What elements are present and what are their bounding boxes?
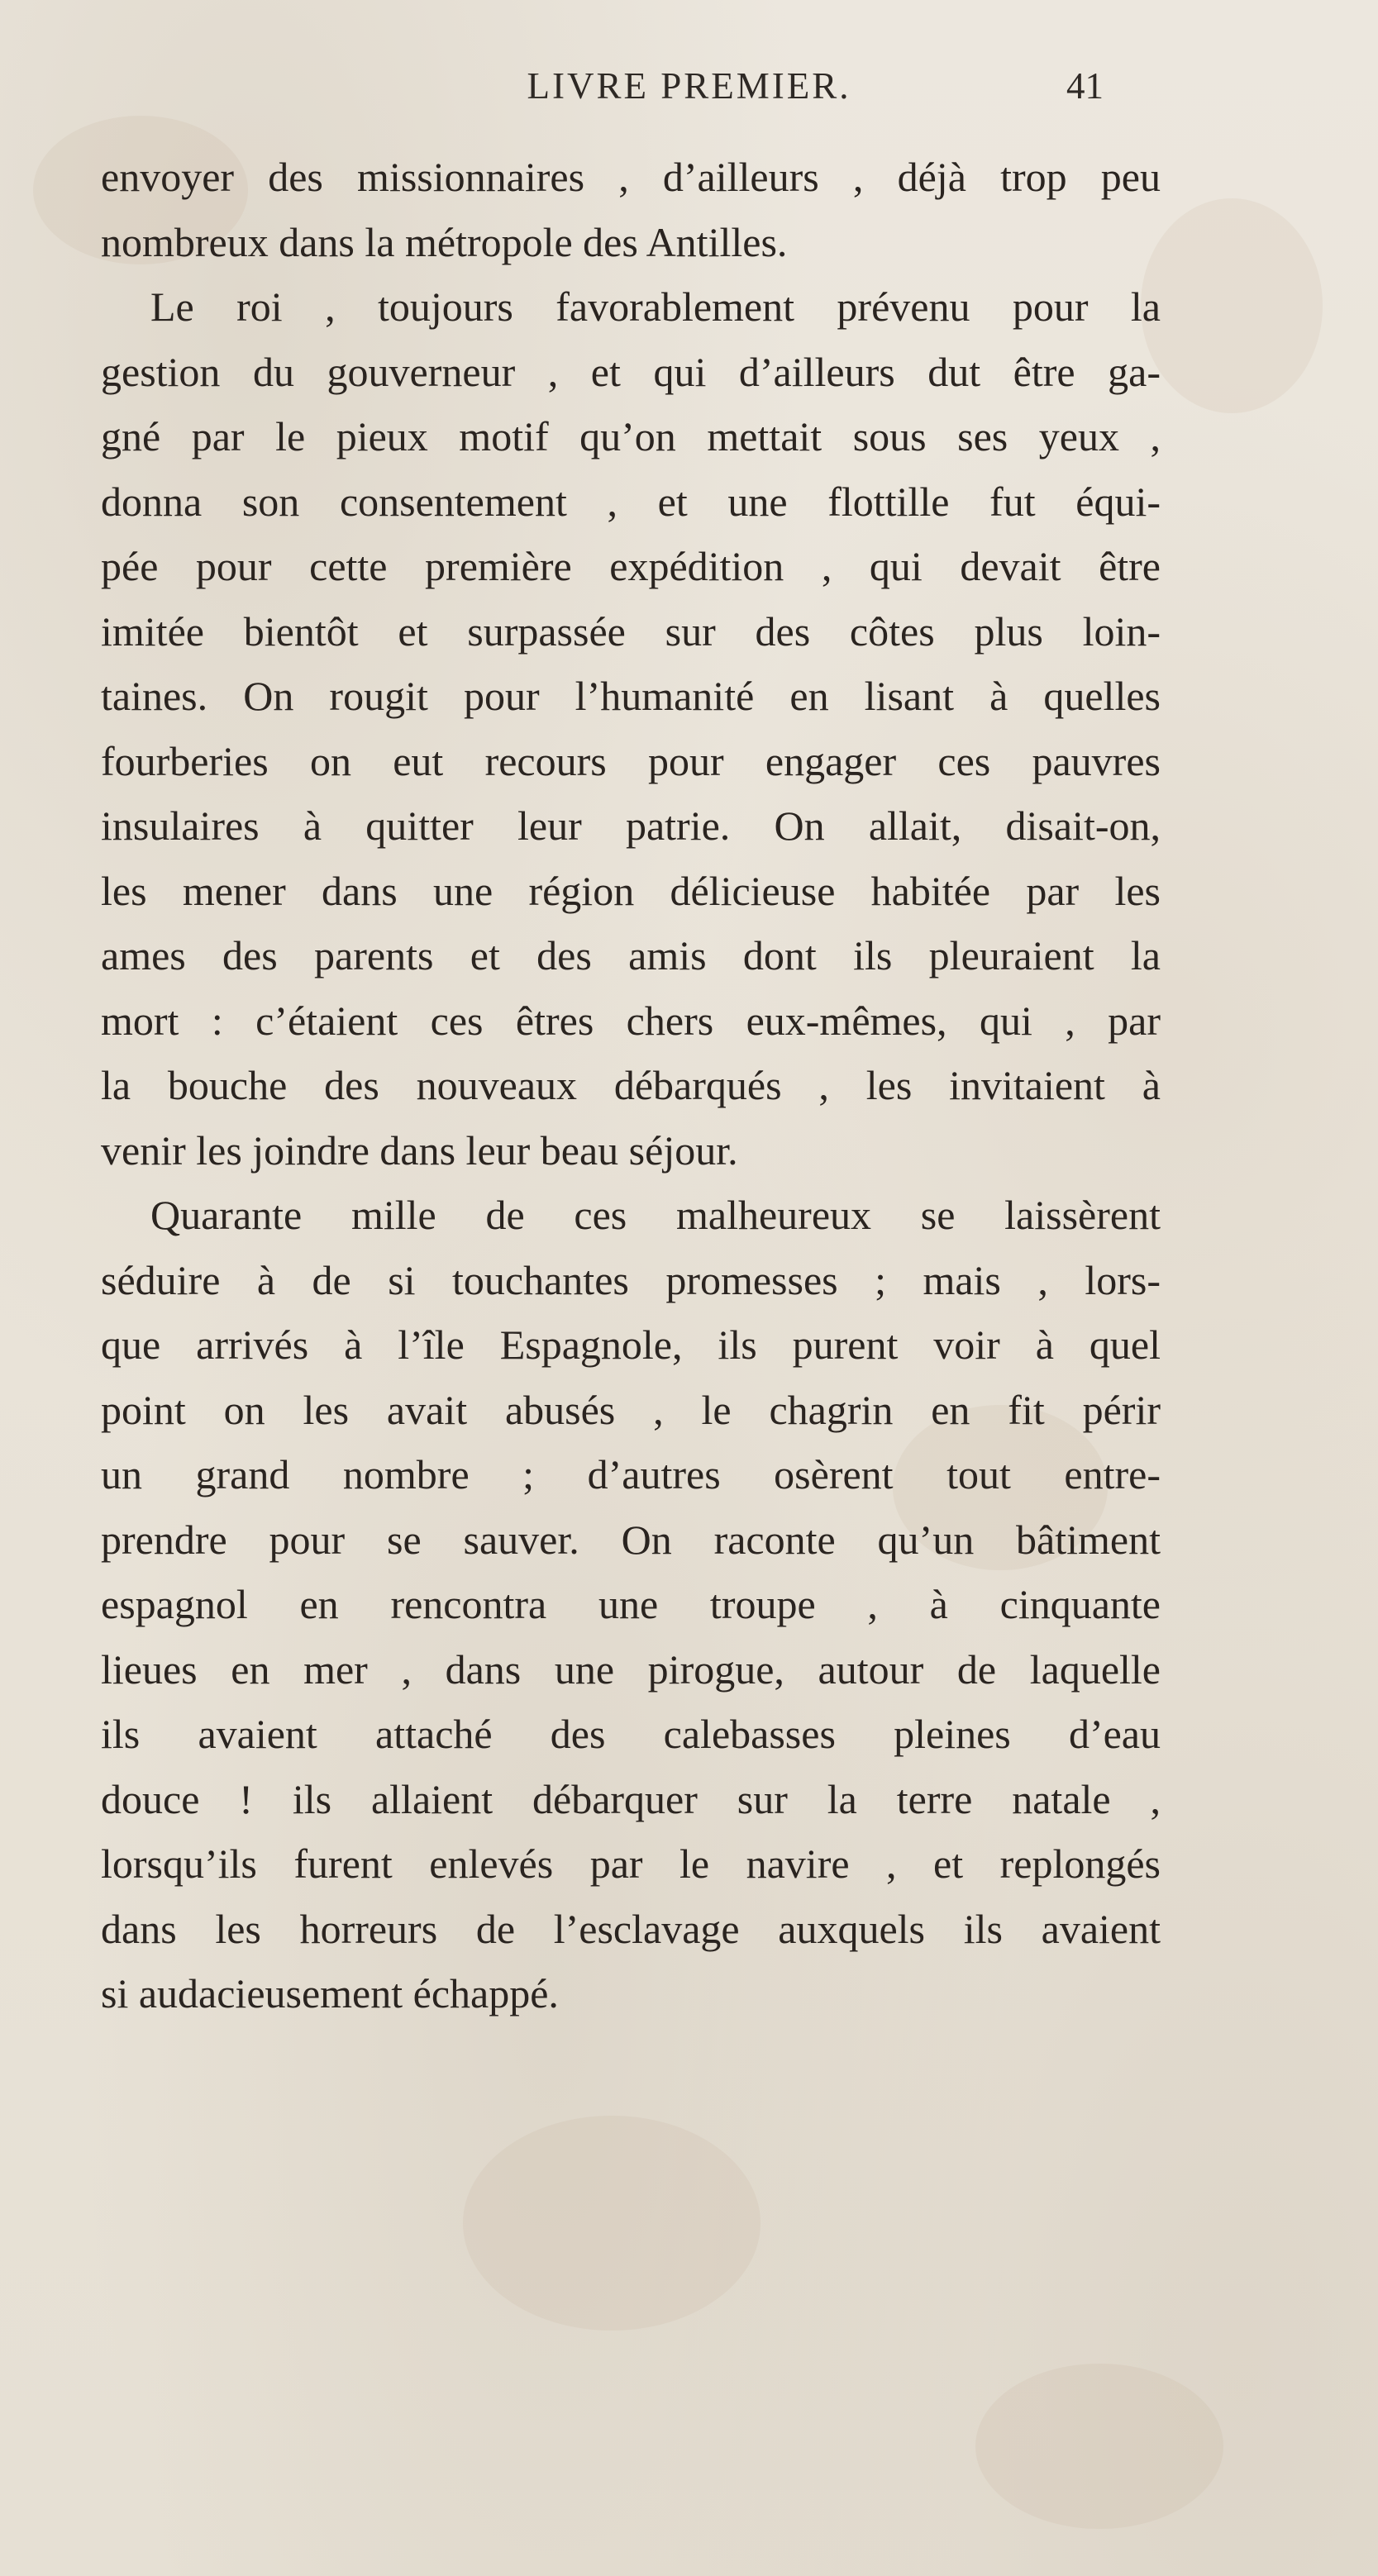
text-line: nombreux dans la métropole des Antilles. bbox=[101, 218, 788, 265]
text-line: Quarante mille de ces malheureux se laissèrent bbox=[150, 1192, 1161, 1238]
text-line: mort : c’étaient ces êtres chers eux-mêmes, qui , par bbox=[101, 997, 1161, 1044]
text-line: si audacieusement échappé. bbox=[101, 1970, 559, 2017]
text-line: que arrivés à l’île Espagnole, ils purent voir à quel bbox=[101, 1321, 1161, 1368]
text-line: envoyer des missionnaires , d’ailleurs , déjà trop peu bbox=[101, 154, 1161, 200]
text-line: la bouche des nouveaux débarqués , les invitaient à bbox=[101, 1062, 1161, 1108]
text-line: gestion du gouverneur , et qui d’ailleurs dut être ga- bbox=[101, 348, 1161, 395]
text-line: pée pour cette première expédition , qui devait être bbox=[101, 543, 1161, 589]
paragraph bbox=[101, 145, 1161, 274]
text-line: taines. On rougit pour l’humanité en lisant à quelles bbox=[101, 673, 1161, 719]
text-line: ils avaient attaché des calebasses pleines d’eau bbox=[101, 1711, 1161, 1757]
page-number: 41 bbox=[1066, 65, 1104, 107]
text-line: lorsqu’ils furent enlevés par le navire , et replongés bbox=[101, 1840, 1161, 1887]
text-line: insulaires à quitter leur patrie. On allait, disait-on, bbox=[101, 802, 1161, 849]
paragraph bbox=[101, 274, 1161, 1183]
paragraph bbox=[101, 1183, 1161, 2026]
body-text bbox=[101, 145, 1161, 2026]
text-line: dans les horreurs de l’esclavage auxquels ils avaient bbox=[101, 1905, 1161, 1952]
paper-stain bbox=[463, 2116, 761, 2331]
page-header bbox=[0, 64, 1378, 122]
running-title: LIVRE PREMIER. bbox=[527, 65, 851, 107]
text-line: les mener dans une région délicieuse habitée par les bbox=[101, 867, 1161, 914]
text-line: donna son consentement , et une flottille fut équi- bbox=[101, 478, 1161, 525]
text-line: lieues en mer , dans une pirogue, autour de laquelle bbox=[101, 1645, 1161, 1693]
text-line: séduire à de si touchantes promesses ; mais , lors- bbox=[101, 1256, 1161, 1303]
text-line: fourberies on eut recours pour engager ces pauvres bbox=[101, 737, 1161, 784]
text-line: point on les avait abusés , le chagrin en fit périr bbox=[101, 1386, 1161, 1433]
paper-stain bbox=[1141, 198, 1323, 413]
text-line: Le roi , toujours favorablement prévenu pour la bbox=[150, 283, 1161, 330]
text-line: imitée bientôt et surpassée sur des côtes plus loin- bbox=[101, 607, 1161, 655]
text-line: venir les joindre dans leur beau séjour. bbox=[101, 1126, 738, 1174]
text-line: douce ! ils allaient débarquer sur la terre natale , bbox=[101, 1775, 1161, 1822]
text-line: un grand nombre ; d’autres osèrent tout entre- bbox=[101, 1451, 1161, 1498]
text-line: gné par le pieux motif qu’on mettait sous ses yeux , bbox=[101, 413, 1161, 459]
text-line: espagnol en rencontra une troupe , à cinquante bbox=[101, 1581, 1161, 1627]
text-line: ames des parents et des amis dont ils pleuraient la bbox=[101, 932, 1161, 978]
paper-stain bbox=[975, 2364, 1223, 2529]
text-line: prendre pour se sauver. On raconte qu’un bâtiment bbox=[101, 1516, 1161, 1563]
